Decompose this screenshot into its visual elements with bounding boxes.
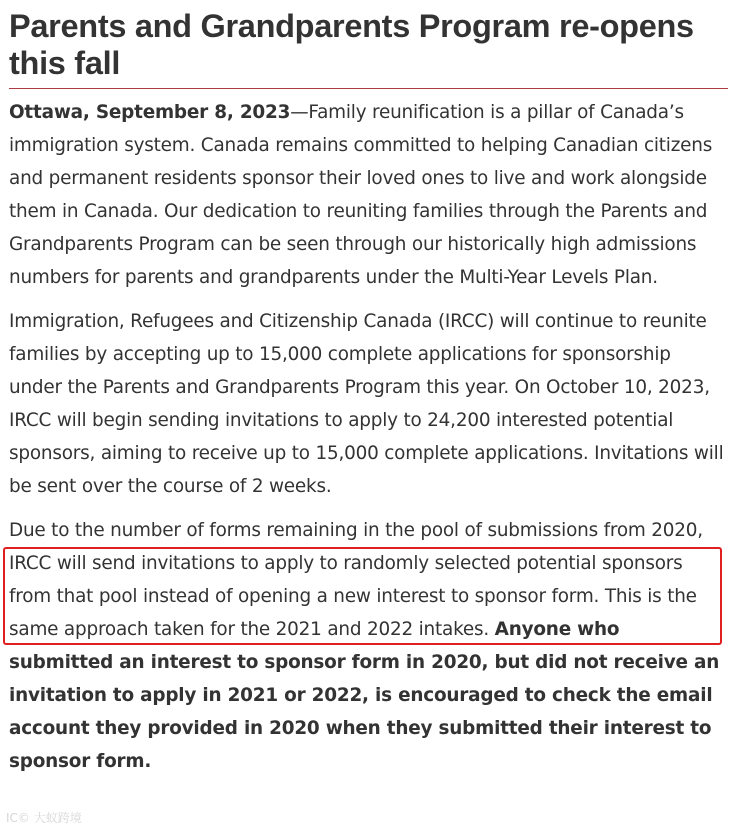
paragraph-intro-text: —Family reunification is a pillar of Canada’s immigration system. Canada remains committed to helping Canadian citizens and permanent residents sponsor their loved ones to live and work alongside them in Canada. Our dedication to reuniting families through the Parents and Grandparents Program can be seen through our historically high admissions numbers for parents and grandparents under the Multi-Year Levels Plan. [9,102,713,288]
paragraph-intro [9,96,729,294]
page-title: Parents and Grandparents Program re-opens this fall [9,8,728,89]
paragraph-ircc-invitations: Immigration, Refugees and Citizenship Canada (IRCC) will continue to reunite families by accepting up to 15,000 complete applications for sponsorship under the Parents and Grandparents Program this year. On October 10, 2023, IRCC will begin sending invitations to apply to 24,200 interested potential sponsors, aiming to receive up to 15,000 complete applications. Invitations will be sent over the course of 2 weeks. [9,311,724,497]
highlighted-text: Due to the number of forms remaining in the pool of submissions from 2020, IRCC will send invitations to apply to randomly selected potential sponsors from that pool instead of opening a new interest to sponsor form. [9,520,703,607]
dateline: Ottawa, September 8, 2023 [9,102,291,123]
watermark: IC© 大蚁跨境 [6,811,82,825]
emphasis-text: Anyone who submitted an interest to sponsor form in 2020, but did not receive an invitation to apply in 2021 or 2022, is encouraged to check the email account they provided in 2020 when they submitted their interest to sponsor form. [9,619,720,772]
paragraph-pool-text: This is the same approach taken for the 2021 and 2022 intakes. [9,586,697,640]
news-article [9,0,729,778]
paragraph-pool-selection [9,514,729,778]
